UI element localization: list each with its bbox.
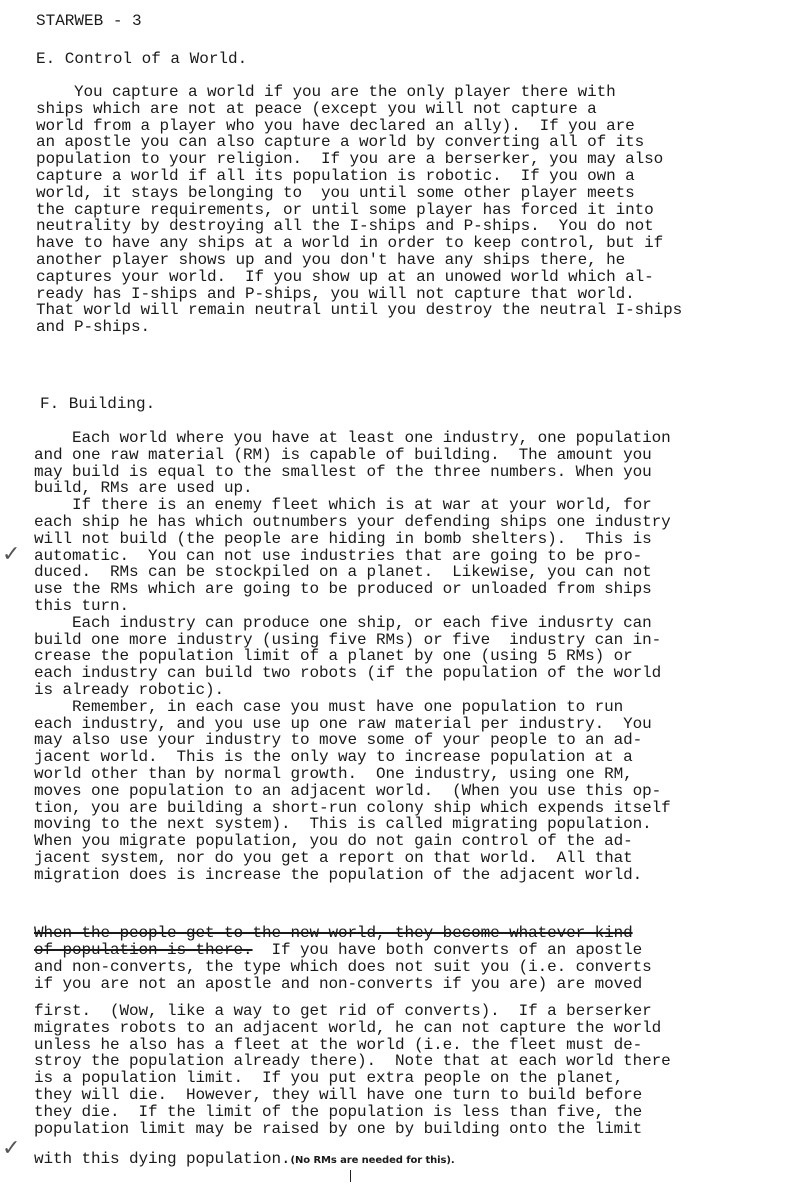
section-f-final-line: they will die. However, they will have one turn to build before	[34, 1085, 643, 1104]
section-f-final	[34, 1003, 671, 1137]
section-f-final-line: is a population limit. If you put extra people on the planet,	[34, 1069, 624, 1088]
section-f-final-line: unless he also has a fleet at the world (i.e. the fleet must de-	[34, 1035, 643, 1054]
struck-line-1: When the people get to the new world, they become whatever kind	[34, 924, 633, 942]
section-f-line: Remember, in each case you must have one population to run	[34, 697, 624, 716]
margin-check-mark: ✓	[2, 542, 21, 567]
section-e-line: You capture a world if you are the only player there with	[36, 83, 616, 101]
section-f-final-line: stroy the population already there). Note that at each world there	[34, 1052, 671, 1071]
struck-line-2: of population is there.	[34, 940, 253, 959]
section-f-continued	[34, 959, 652, 993]
section-e-line: an apostle you can also capture a world by converting all of its	[36, 133, 645, 152]
section-e-line: the capture requirements, or until some player has forced it into	[36, 200, 654, 219]
line-after-strike: If you have both converts of an apostle	[252, 940, 643, 959]
section-f-line: migration does is increase the population of the adjacent world.	[34, 865, 643, 884]
section-f-line: may build is equal to the smallest of the three numbers. When you	[34, 462, 652, 481]
section-f-line: is already robotic).	[34, 680, 225, 699]
section-f-line: jacent system, nor do you get a report on that world. All that	[34, 848, 633, 867]
section-f-line: crease the population limit of a planet by one (using 5 RMs) or	[34, 647, 633, 666]
section-e-line: captures your world. If you show up at an unowed world which al-	[36, 267, 654, 286]
section-f-line: jacent world. This is the only way to increase population at a	[34, 748, 633, 767]
section-e-body	[36, 84, 682, 336]
section-f-line: When you migrate population, you do not gain control of the ad-	[34, 832, 633, 851]
section-f-line: each ship he has which outnumbers your defending ships one industry	[34, 512, 671, 531]
section-e-line: population to your religion. If you are a berserker, you may also	[36, 150, 664, 169]
section-e-line: world from a player who you have declared an ally). If you are	[36, 116, 635, 135]
section-e-line: capture a world if all its population is robotic. If you own a	[36, 166, 635, 185]
section-f-line: each industry can build two robots (if the population of the world	[34, 664, 662, 683]
section-f-line: automatic. You can not use industries that are going to be pro-	[34, 546, 643, 565]
section-f-line: may also use your industry to move some of your people to an ad-	[34, 731, 643, 750]
struck-sentence	[34, 925, 642, 959]
section-f-line: duced. RMs can be stockpiled on a planet. Likewise, you can not	[34, 563, 652, 582]
section-f-after-line: if you are not an apostle and non-converts if you are) are moved	[34, 974, 643, 993]
section-e-line: world, it stays belonging to you until some other player meets	[36, 183, 635, 202]
section-f-final-line: they die. If the limit of the population is less than five, the	[34, 1102, 643, 1121]
section-e-line: That world will remain neutral until you destroy the neutral I-ships	[36, 301, 683, 320]
section-f-final-line: migrates robots to an adjacent world, he can not capture the world	[34, 1018, 662, 1037]
page-header: STARWEB - 3	[36, 12, 142, 30]
section-f-line: and one raw material (RM) is capable of building. The amount you	[34, 445, 652, 464]
section-f-final-line: population limit may be raised by one by building onto the limit	[34, 1119, 643, 1138]
section-f-line: this turn.	[34, 596, 130, 615]
last-line	[34, 1151, 455, 1170]
section-e-line: another player shows up and you don't have any ships there, he	[36, 250, 626, 269]
section-e-line: ships which are not at peace (except you will not capture a	[36, 99, 597, 118]
section-e-title: E. Control of a World.	[36, 50, 248, 68]
section-f-body	[34, 430, 671, 884]
section-f-line: tion, you are building a short-run colony ship which expends itself	[34, 798, 671, 817]
section-e-line: neutrality by destroying all the I-ships and P-ships. You do not	[36, 217, 654, 236]
section-e-line: have to have any ships at a world in order to keep control, but if	[36, 234, 664, 253]
section-f-line: Each world where you have at least one industry, one population	[34, 429, 671, 447]
section-f-line: world other than by normal growth. One industry, using one RM,	[34, 764, 633, 783]
section-f-title: F. Building.	[40, 395, 156, 413]
last-line-text: with this dying population.	[34, 1150, 291, 1168]
section-f-line: Each industry can produce one ship, or each five indusrty can	[34, 613, 652, 632]
section-e-line: ready has I-ships and P-ships, you will not capture that world.	[36, 284, 635, 303]
section-e-line: and P-ships.	[36, 318, 151, 337]
section-f-line: If there is an enemy fleet which is at war at your world, for	[34, 496, 652, 515]
section-f-line: build one more industry (using five RMs) or five industry can in-	[34, 630, 662, 649]
section-f-after-line: and non-converts, the type which does not suit you (i.e. converts	[34, 958, 652, 976]
pen-tick-mark	[350, 1170, 351, 1182]
section-f-line: moves one population to an adjacent world. (When you use this op-	[34, 781, 662, 800]
section-f-final-line: first. (Wow, like a way to get rid of converts). If a berserker	[34, 1002, 652, 1020]
section-f-line: each industry, and you use up one raw material per industry. You	[34, 714, 652, 733]
handwritten-note: (No RMs are needed for this).	[290, 1155, 455, 1166]
section-f-line: build, RMs are used up.	[34, 479, 253, 498]
margin-check-mark-bottom: ✓	[2, 1136, 21, 1161]
section-f-line: use the RMs which are going to be produced or unloaded from ships	[34, 580, 652, 599]
section-f-line: moving to the next system). This is called migrating population.	[34, 815, 652, 834]
section-f-line: will not build (the people are hiding in bomb shelters). This is	[34, 529, 652, 548]
